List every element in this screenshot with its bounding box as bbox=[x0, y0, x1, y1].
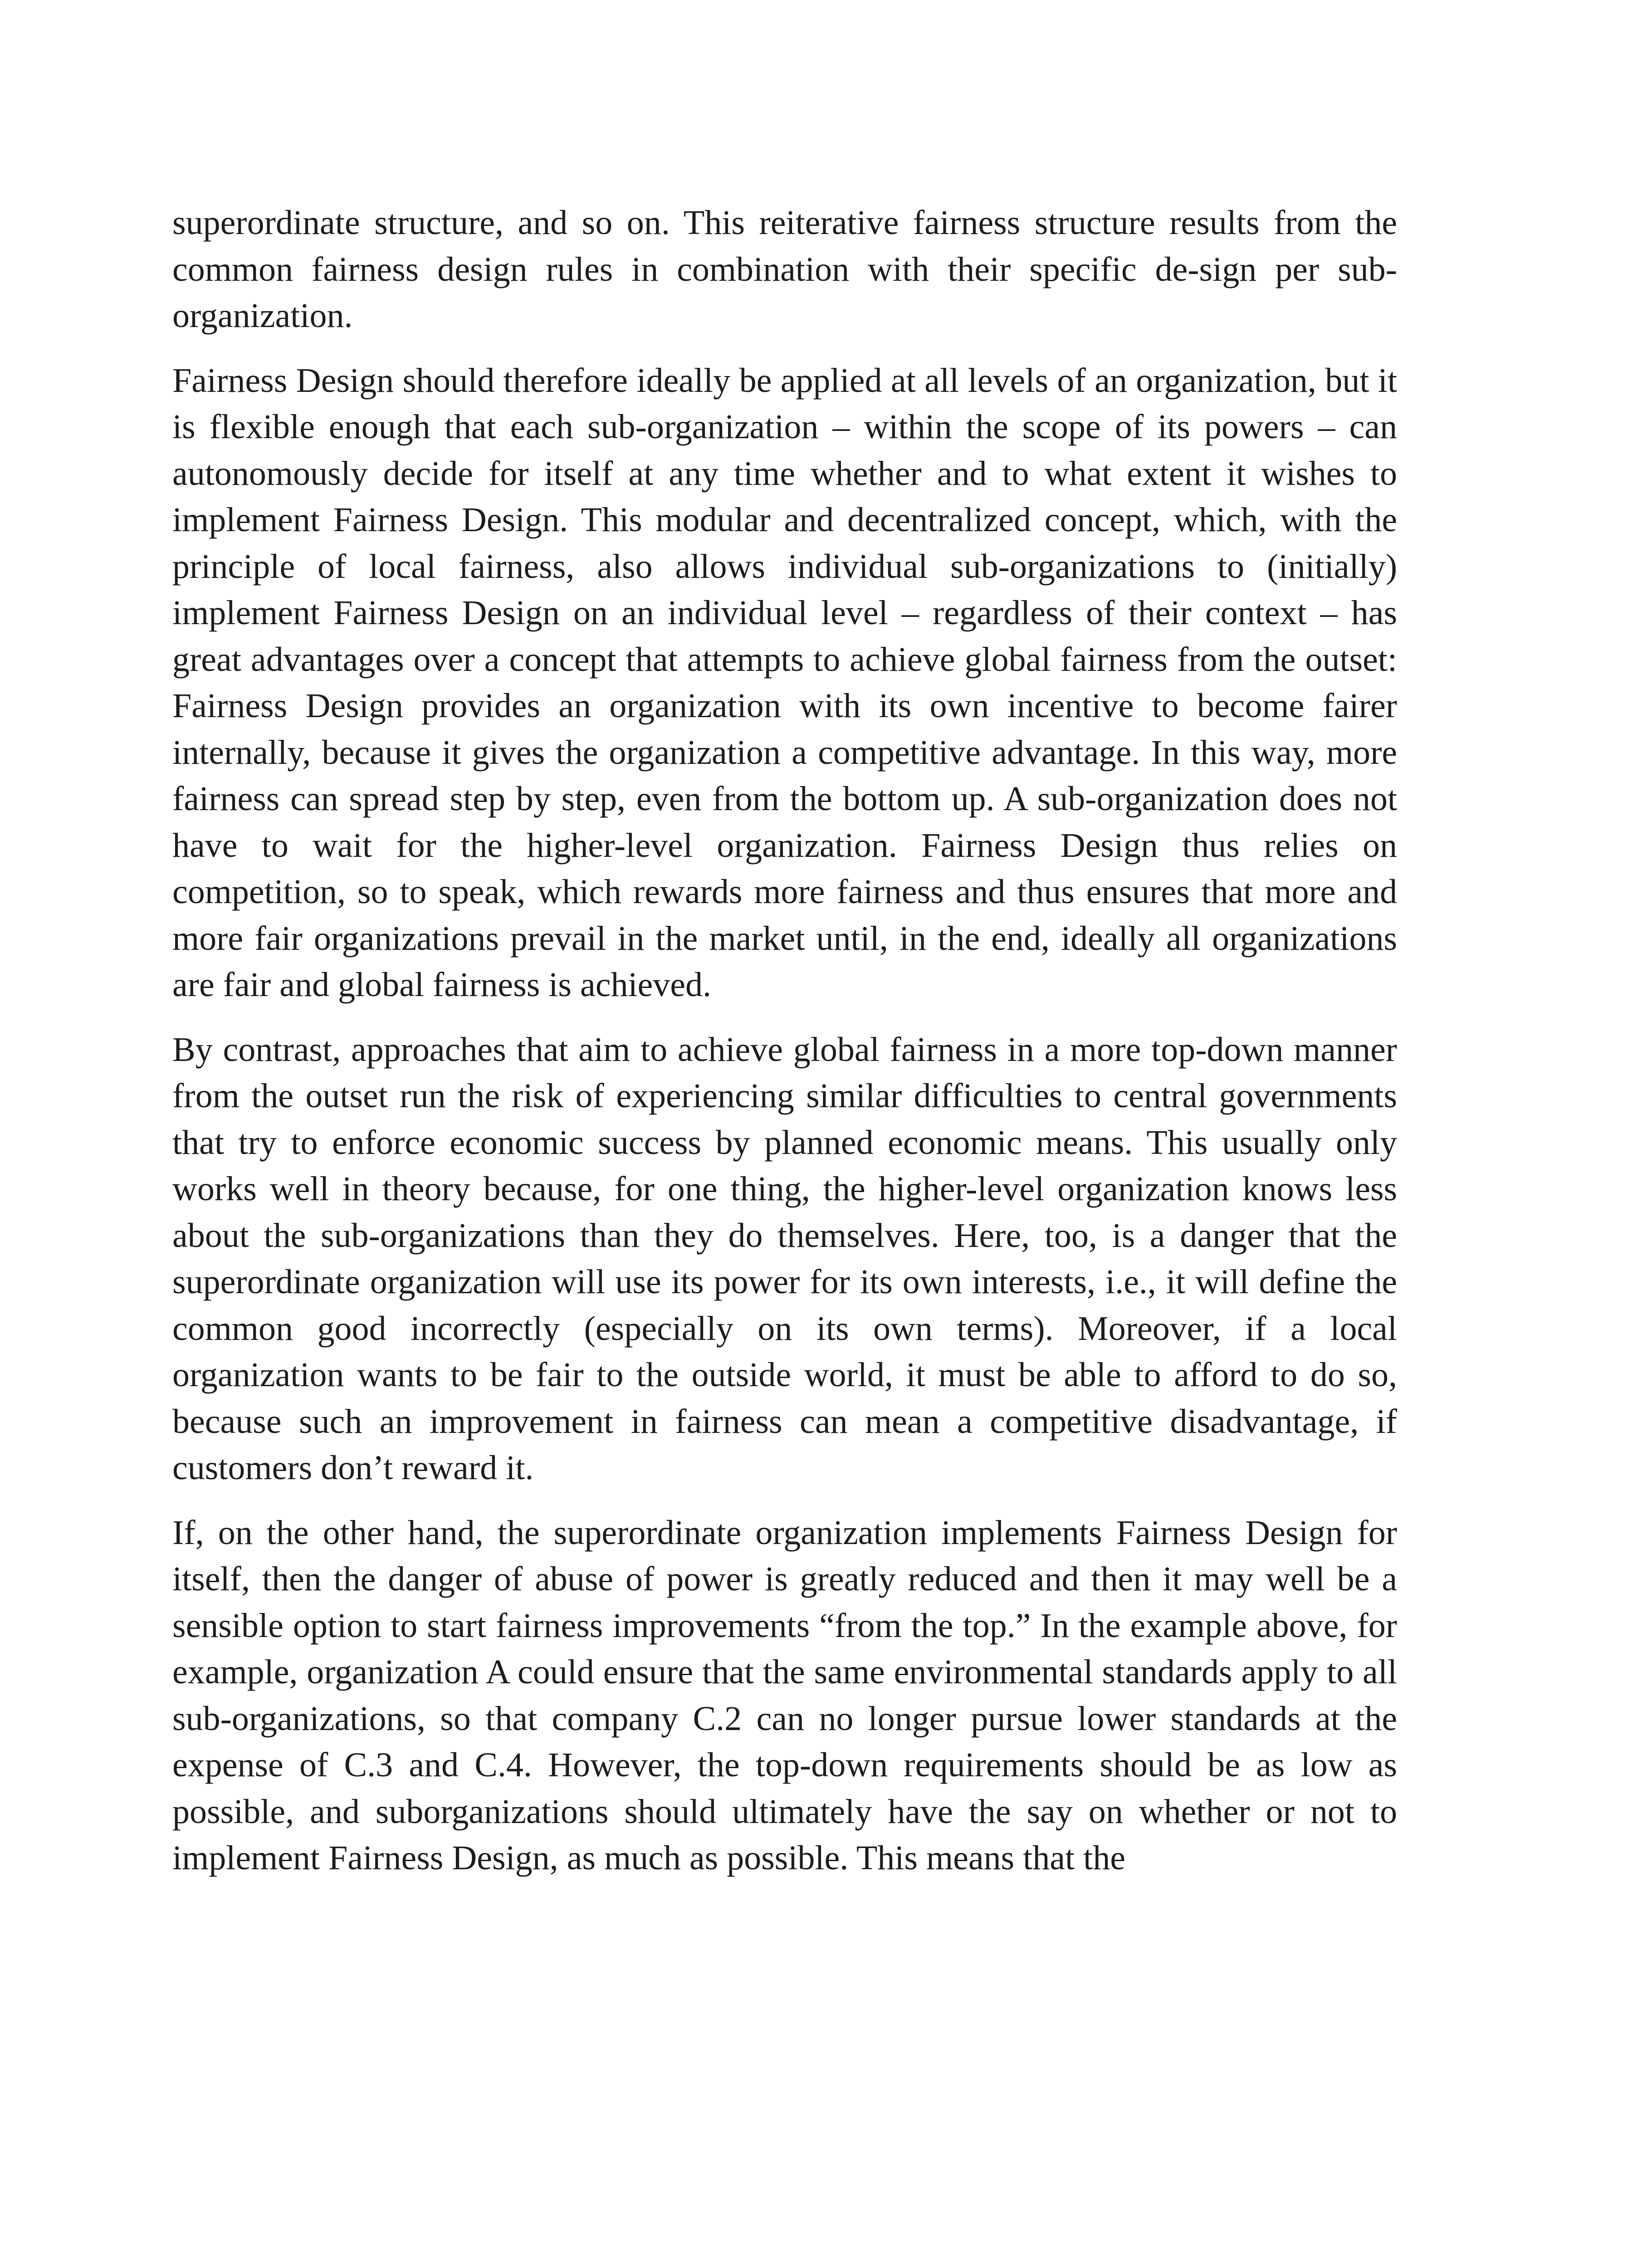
paragraph-1: superordinate structure, and so on. This reiterative fairness structure results from the common fairness design rules in combination with their specific de-sign per sub-organization. bbox=[172, 204, 1397, 335]
paragraph-3: By contrast, approaches that aim to achieve global fairness in a more top-down manner from the outset run the risk of experiencing similar difficulties to central governments that try to enforce economic success by planned economic means. This usually only works well in theory because, for one thing, the higher-level organization knows less about the sub-organizations than they do themselves. Here, too, is a danger that the superordinate organization will use its power for its own interests, i.e., it will define the common good incorrectly (especially on its own terms). Moreover, if a local organization wants to be fair to the outside world, it must be able to afford to do so, because such an improvement in fairness can mean a competitive disadvantage, if customers don’t reward it. bbox=[172, 1030, 1397, 1487]
paragraph-4: If, on the other hand, the superordinate organization implements Fairness Design for itself, then the danger of abuse of power is greatly reduced and then it may well be a sensible option to start fairness improvements “from the top.” In the example above, for example, organization A could ensure that the same environmental standards apply to all sub-organizations, so that company C.2 can no longer pursue lower standards at the expense of C.3 and C.4. However, the top-down requirements should be as low as possible, and suborganizations should ultimately have the say on whether or not to implement Fairness Design, as much as possible. This means that the bbox=[172, 1513, 1397, 1877]
body-text bbox=[172, 200, 1397, 1900]
paragraph-2: Fairness Design should therefore ideally be applied at all levels of an organization, but it is flexible enough that each sub-organization – within the scope of its powers – can autonomously decide for itself at any time whether and to what extent it wishes to implement Fairness Design. This modular and decentralized concept, which, with the principle of local fairness, also allows individual sub-organizations to (initially) implement Fairness Design on an individual level – regardless of their context – has great advantages over a concept that attempts to achieve global fairness from the outset: Fairness Design provides an organization with its own incentive to become fairer internally, because it gives the organization a competitive advantage. In this way, more fairness can spread step by step, even from the bottom up. A sub-organization does not have to wait for the higher-level organization. Fairness Design thus relies on competition, so to speak, which rewards more fairness and thus ensures that more and more fair organizations prevail in the market until, in the end, ideally all organizations are fair and global fairness is achieved. bbox=[172, 361, 1397, 1004]
